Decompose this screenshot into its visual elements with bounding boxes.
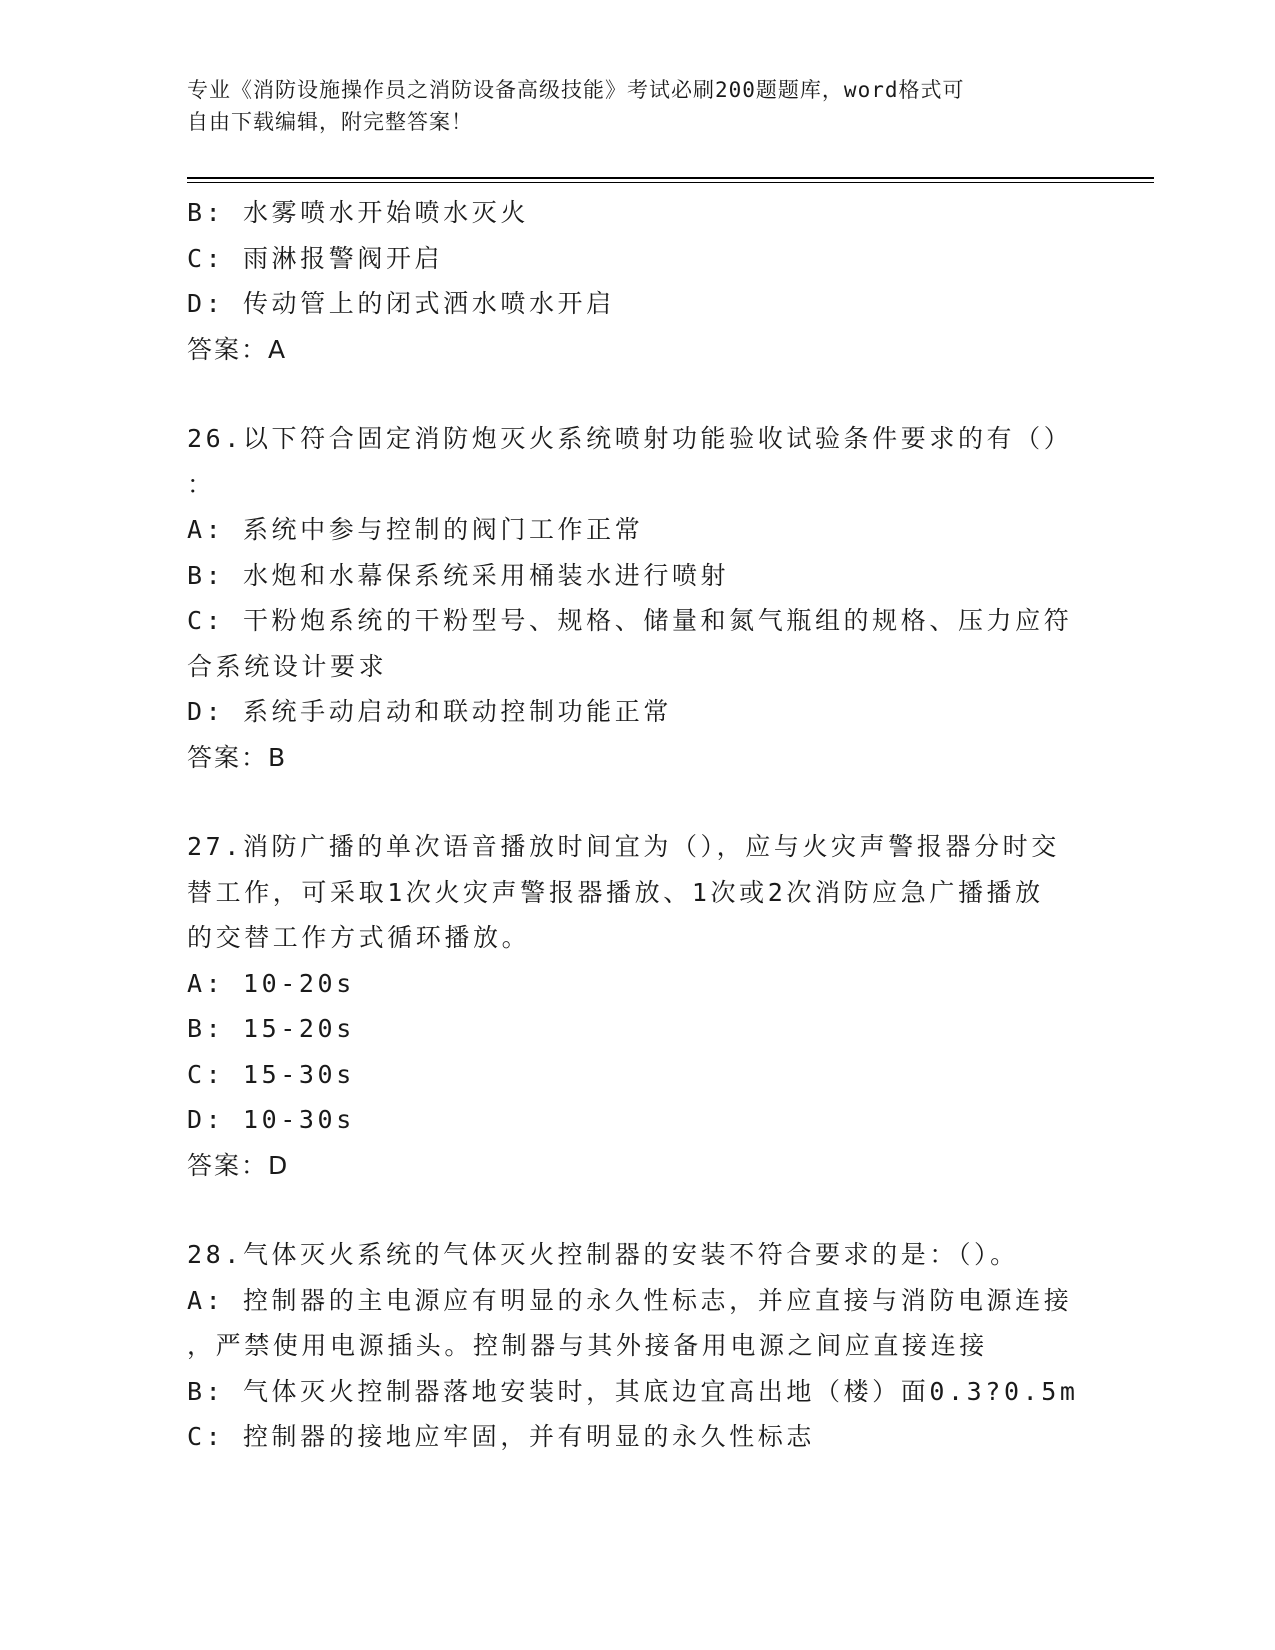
question-stem-continued: 的交替工作方式循环播放。	[187, 923, 531, 952]
question-list	[187, 190, 1087, 1460]
header-line-1: 专业《消防设施操作员之消防设备高级技能》考试必刷200题题库，word格式可	[187, 78, 965, 102]
header-divider-thin	[187, 182, 1154, 183]
question-stem-continued: 替工作，可采取1次火灾声警报器播放、1次或2次消防应急广播播放	[187, 877, 1044, 907]
option-a: A: 10-20s	[187, 968, 355, 998]
option-d: D: 10-30s	[187, 1105, 355, 1134]
question-stem: 26.以下符合固定消防炮灭火系统喷射功能验收试验条件要求的有（）	[187, 424, 1073, 453]
answer: 答案：A	[187, 334, 288, 364]
answer: 答案：B	[187, 742, 288, 772]
header-line-2: 自由下载编辑，附完整答案！	[187, 110, 473, 134]
question-27	[187, 824, 1087, 1188]
question-stem-continued: ：	[187, 469, 216, 499]
option-a: A: 系统中参与控制的阀门工作正常	[187, 515, 644, 544]
option-b: B: 15-20s	[187, 1014, 355, 1043]
option-b: B: 水炮和水幕保系统采用桶装水进行喷射	[187, 560, 730, 590]
header-divider-thick	[187, 177, 1154, 179]
answer: 答案：D	[187, 1150, 290, 1180]
option-a: A: 控制器的主电源应有明显的永久性标志，并应直接与消防电源连接	[187, 1285, 1073, 1315]
question-26	[187, 416, 1087, 780]
question-stem: 28.气体灭火系统的气体灭火控制器的安装不符合要求的是：（）。	[187, 1240, 1019, 1269]
option-c: C: 15-30s	[187, 1059, 355, 1089]
option-b: B: 水雾喷水开始喷水灭火	[187, 198, 529, 227]
option-c-continued: 合系统设计要求	[187, 651, 388, 681]
question-28	[187, 1232, 1087, 1460]
question-stem: 27.消防广播的单次语音播放时间宜为（），应与火灾声警报器分时交	[187, 832, 1060, 861]
option-c: C: 控制器的接地应牢固，并有明显的永久性标志	[187, 1422, 815, 1451]
option-b: B: 气体灭火控制器落地安装时，其底边宜高出地（楼）面0.3?0.5m	[187, 1376, 1079, 1406]
option-d: D: 系统手动启动和联动控制功能正常	[187, 697, 672, 726]
option-c: C: 干粉炮系统的干粉型号、规格、储量和氮气瓶组的规格、压力应符	[187, 606, 1073, 635]
option-d: D: 传动管上的闭式洒水喷水开启	[187, 289, 615, 318]
option-c: C: 雨淋报警阀开启	[187, 243, 444, 273]
option-a-continued: ，严禁使用电源插头。控制器与其外接备用电源之间应直接连接	[187, 1331, 988, 1360]
question-25	[187, 190, 1087, 372]
document-header	[187, 74, 1067, 138]
